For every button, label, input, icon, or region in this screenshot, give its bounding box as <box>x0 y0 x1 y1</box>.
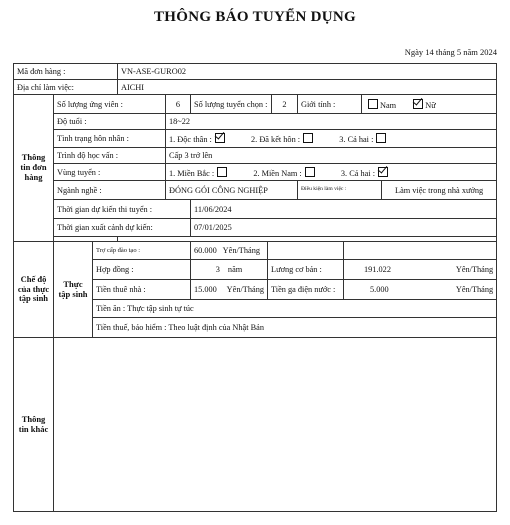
marital-label: Tình trạng hôn nhân : <box>54 130 166 148</box>
tax-text: Tiền thuế, bảo hiểm : Theo luật định của Nhật Bản <box>93 318 497 338</box>
section-intern: Thực tập sinh <box>54 242 93 338</box>
marital-both-checkbox[interactable] <box>376 133 386 143</box>
marital-single-checkbox[interactable] <box>215 133 225 143</box>
rent-unit: Yên/Tháng <box>226 285 264 294</box>
work-condition-value: Làm việc trong nhà xưởng <box>382 181 497 200</box>
salary-cell <box>344 260 497 280</box>
gender-options <box>362 95 497 114</box>
marital-single-label: 1. Độc thân : <box>169 135 212 144</box>
utility-label: Tiền ga điện nước : <box>268 280 344 300</box>
rent-value: 15.000 <box>194 285 217 294</box>
region-south-checkbox[interactable] <box>305 167 315 177</box>
applicants-label: Số lượng ứng viên : <box>54 95 166 114</box>
exam-date-label: Thời gian dự kiến thi tuyển : <box>54 200 191 219</box>
industry-row <box>14 181 497 200</box>
region-options <box>166 164 497 181</box>
exam-date-value: 11/06/2024 <box>191 200 497 219</box>
salary-value: 191.022 <box>364 265 391 274</box>
region-both-checkbox[interactable] <box>378 167 388 177</box>
region-north-label: 1. Miền Bắc : <box>169 168 215 178</box>
section-regime: Chế độ của thực tập sinh <box>14 242 54 338</box>
applicants-value: 6 <box>166 95 191 114</box>
gender-male-checkbox[interactable] <box>368 99 378 109</box>
applicants-row <box>14 95 497 114</box>
work-address-row <box>14 80 497 95</box>
recruitment-form-table <box>13 63 497 512</box>
age-row <box>14 114 497 130</box>
education-row <box>14 148 497 164</box>
other-info-content <box>54 338 497 512</box>
gender-male-label: Nam <box>380 100 397 110</box>
document-title: THÔNG BÁO TUYỂN DỤNG <box>154 9 356 25</box>
section-order-info: Thông tin đơn hàng <box>14 95 54 242</box>
meal-text: Tiền ăn : Thực tập sinh tự túc <box>93 300 497 318</box>
departure-date-label: Thời gian xuất cảnh dự kiến: <box>54 219 191 237</box>
marital-married-label: 2. Đã kết hôn : <box>251 135 301 144</box>
gender-female-checkbox[interactable] <box>413 99 423 109</box>
contract-cell <box>191 260 268 280</box>
region-label: Vùng tuyển : <box>54 164 166 181</box>
document-date: Ngày 14 tháng 5 năm 2024 <box>404 47 497 57</box>
age-value: 18~22 <box>166 114 497 130</box>
salary-unit: Yên/Tháng <box>455 265 494 274</box>
marital-both-label: 3. Cả hai : <box>339 135 374 144</box>
industry-label: Ngành nghề : <box>54 181 166 200</box>
region-row <box>14 164 497 181</box>
departure-date-row <box>14 219 497 237</box>
industry-value: ĐÓNG GÓI CÔNG NGHIỆP <box>166 181 298 200</box>
contract-label: Hợp đồng : <box>93 260 191 280</box>
selected-label: Số lượng tuyển chọn : <box>191 95 272 114</box>
selected-value: 2 <box>272 95 298 114</box>
training-allowance-label: Trợ cấp đào tạo : <box>93 242 191 260</box>
utility-unit: Yên/Tháng <box>455 285 494 294</box>
other-info-row <box>14 338 497 512</box>
order-code-row <box>14 64 497 80</box>
section-other-info: Thông tin khác <box>14 338 54 512</box>
training-allowance-row <box>14 242 497 260</box>
training-allowance-cell <box>191 242 268 260</box>
salary-label: Lương cơ bản : <box>268 260 344 280</box>
order-code-value: VN-ASE-GURO02 <box>118 64 497 80</box>
exam-date-row <box>14 200 497 219</box>
region-both-label: 3. Cả hai : <box>340 168 375 178</box>
age-label: Độ tuổi : <box>54 114 166 130</box>
rent-label: Tiền thuê nhà : <box>93 280 191 300</box>
training-allowance-unit: Yên/Tháng <box>222 246 260 255</box>
region-south-label: 2. Miền Nam : <box>253 168 302 178</box>
education-value: Cấp 3 trở lên <box>166 148 497 164</box>
education-label: Trình độ học vấn : <box>54 148 166 164</box>
utility-value: 5.000 <box>370 285 389 294</box>
departure-date-value: 07/01/2025 <box>191 219 497 237</box>
contract-unit: năm <box>227 265 243 274</box>
marital-married-checkbox[interactable] <box>303 133 313 143</box>
order-code-label: Mã đơn hàng : <box>14 64 118 80</box>
contract-value: 3 <box>215 265 220 274</box>
region-north-checkbox[interactable] <box>217 167 227 177</box>
marital-row <box>14 130 497 148</box>
marital-options <box>166 130 497 148</box>
rent-cell <box>191 280 268 300</box>
training-allowance-value: 60.000 <box>194 246 217 255</box>
work-address-value: AICHI <box>118 80 497 95</box>
utility-cell <box>344 280 497 300</box>
work-address-label: Địa chỉ làm việc: <box>14 80 118 95</box>
gender-female-label: Nữ <box>425 100 436 110</box>
gender-label: Giới tính : <box>298 95 362 114</box>
work-condition-label: Điều kiện làm việc : <box>298 181 382 200</box>
